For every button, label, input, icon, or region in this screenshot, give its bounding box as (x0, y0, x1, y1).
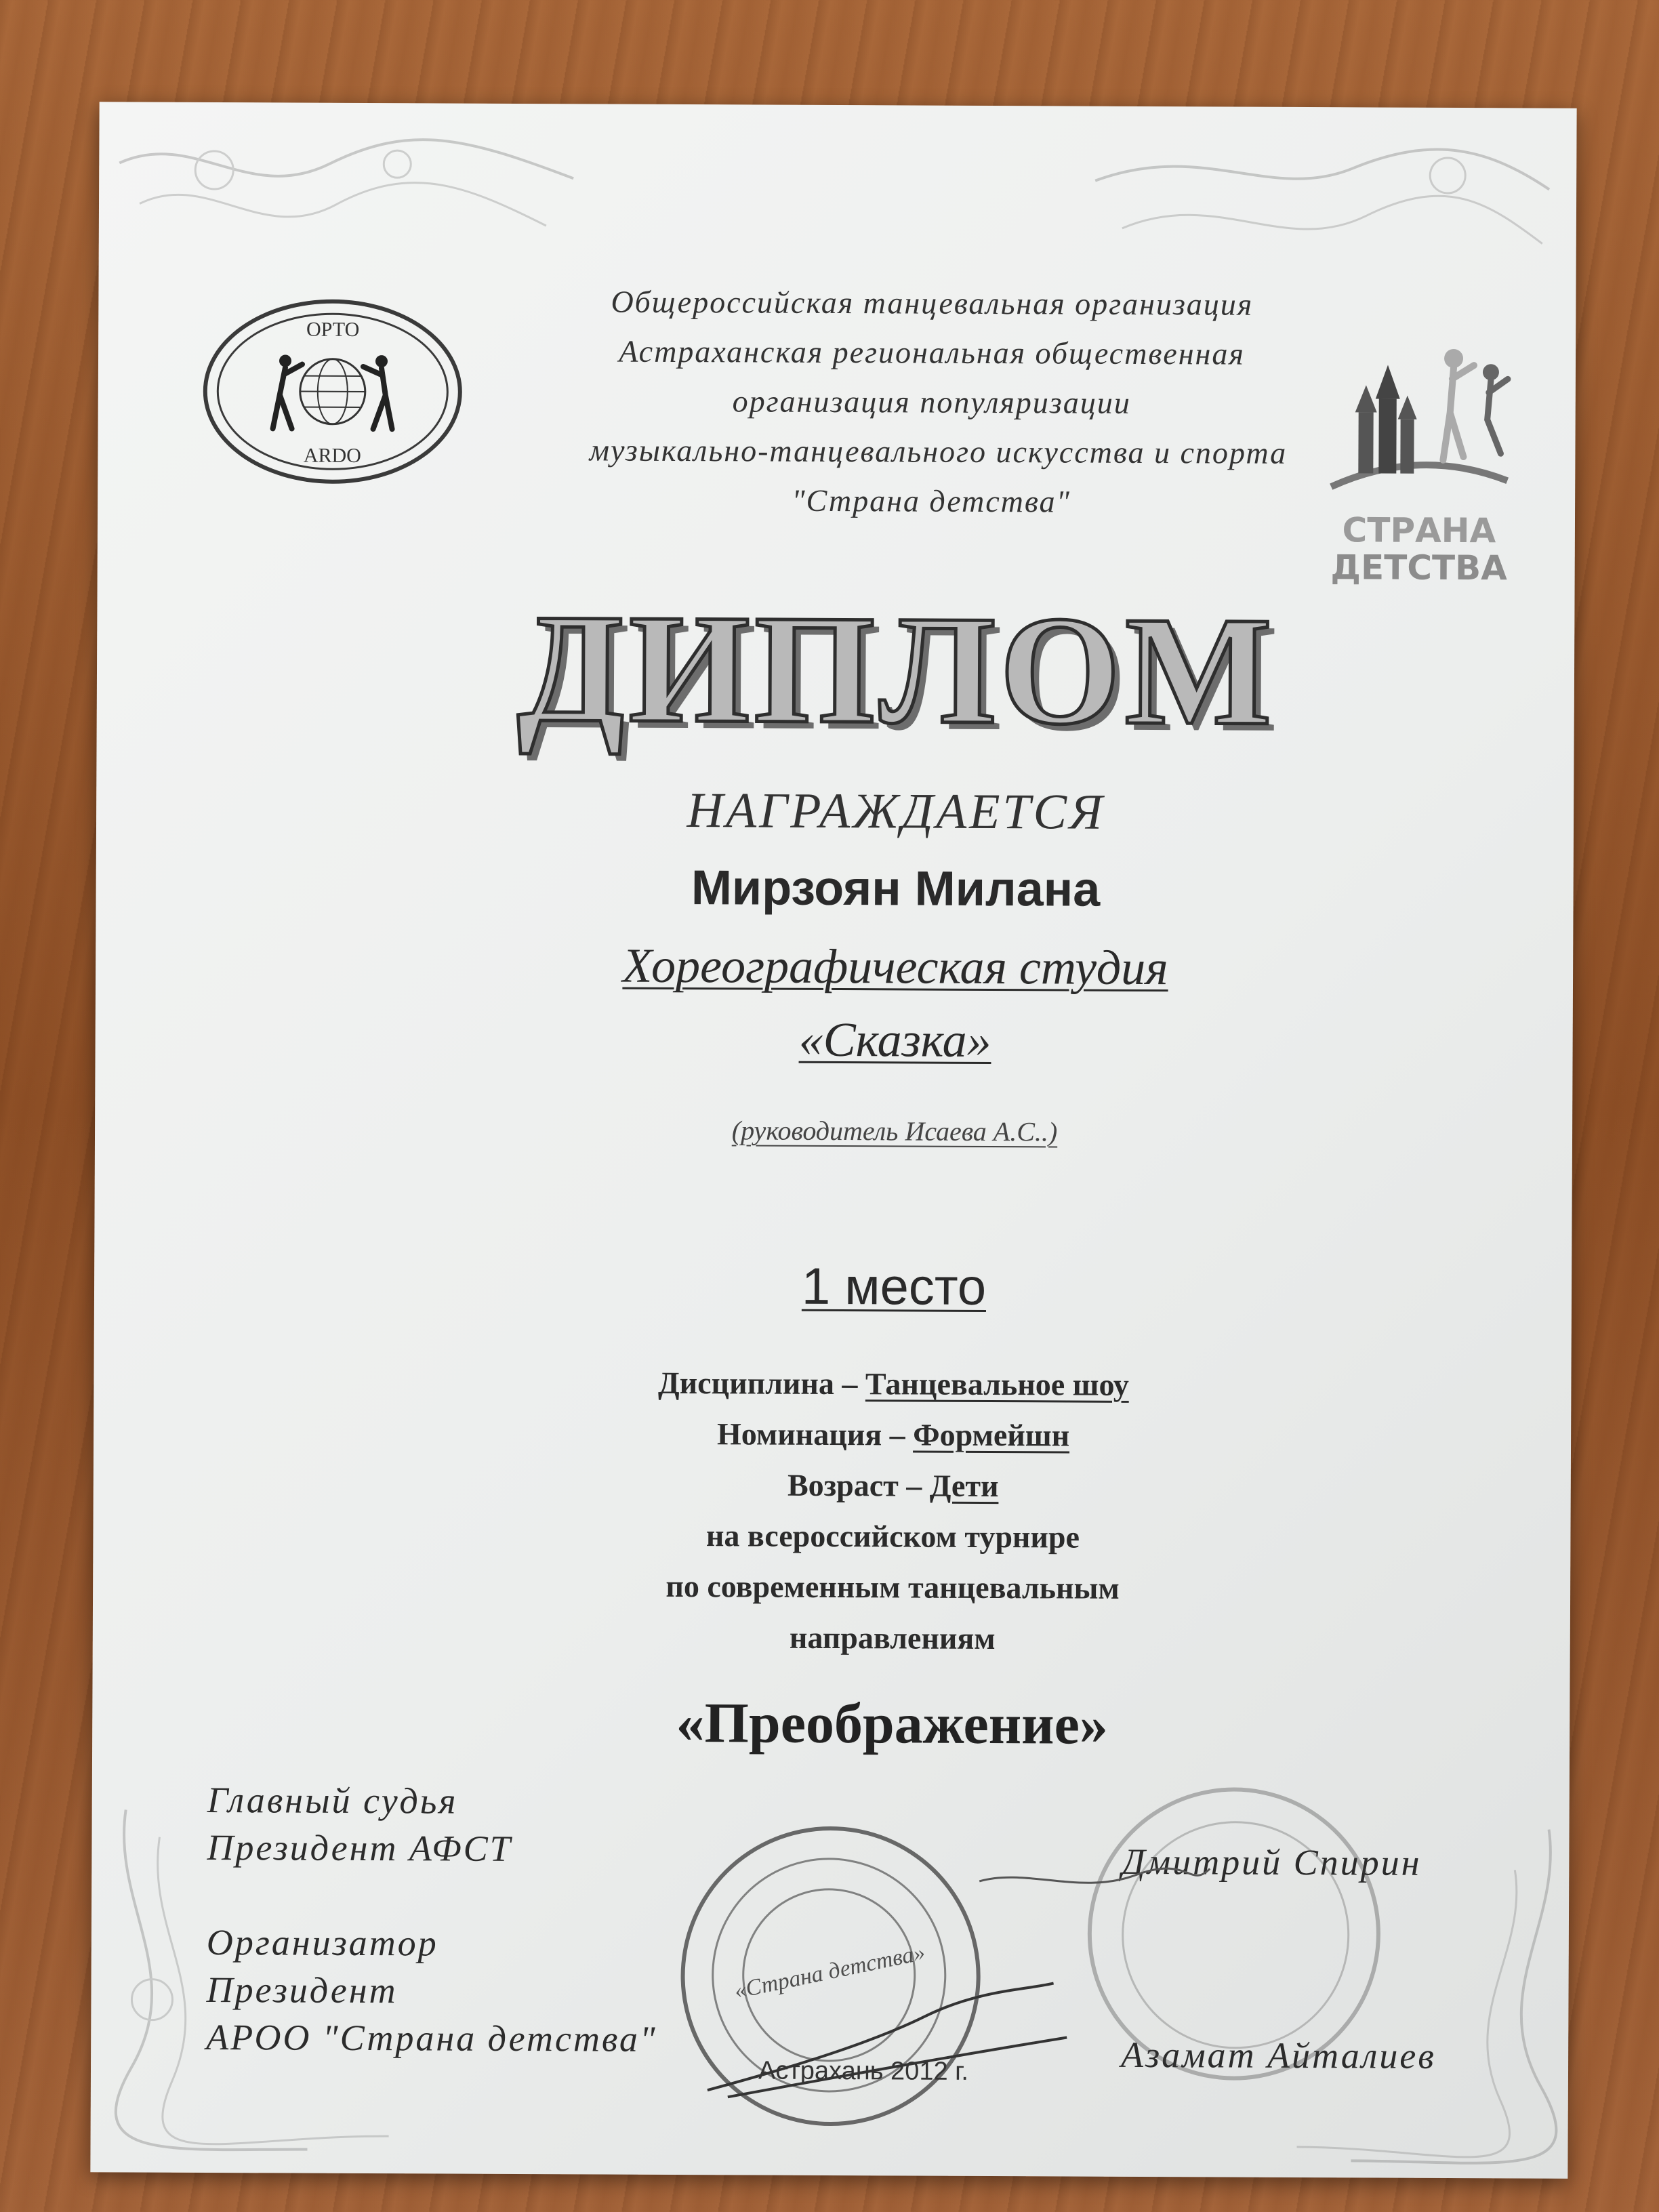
studio-line-2-text: «Сказка» (798, 1012, 991, 1068)
discipline-value: Танцевальное шоу (865, 1366, 1129, 1402)
logo-brand-line1: СТРАНА (1342, 510, 1496, 551)
nomination-line (155, 1414, 1632, 1456)
studio-line-1 (157, 936, 1634, 999)
age-value: Дети (929, 1468, 999, 1504)
logo-top-text: ОРТО (306, 318, 360, 341)
place-award (155, 1254, 1633, 1320)
studio-leader (156, 1112, 1633, 1151)
event-name: «Преображение» (676, 1691, 1109, 1757)
discipline-line (155, 1363, 1632, 1406)
logo-brand-line2: ДЕТСТВА (1330, 548, 1508, 588)
nomination-value: Формейшн (913, 1417, 1070, 1453)
org-title-1: Организатор (206, 1921, 438, 1964)
org-line-2: Астраханская региональная общественная (619, 333, 1245, 371)
org-name: Азамат Айталиев (1120, 2034, 1436, 2076)
discipline-label: Дисциплина – (657, 1365, 866, 1401)
studio-line-1-text: Хореографическая студия (622, 938, 1168, 996)
logo-bottom-text: ARDO (303, 444, 361, 467)
studio-line-2 (156, 1009, 1633, 1072)
place-award-text: 1 место (801, 1257, 987, 1316)
age-label: Возраст – (787, 1467, 930, 1503)
stamp-center-text: «Страна детства» (732, 1940, 928, 2004)
judge-title-2: Президент АФСТ (207, 1826, 512, 1869)
org-title-2: Президент (206, 1969, 398, 2011)
org-line-3: организация популяризации (732, 384, 1131, 420)
age-line (155, 1465, 1632, 1507)
org-title-3: АРОО "Страна детства" (206, 2016, 657, 2060)
diploma-title: ДИПЛОМ (516, 581, 1277, 758)
event-line-2: по современным танцевальным (665, 1568, 1120, 1605)
diploma-sheet (90, 102, 1576, 2178)
judge-title-1: Главный судья (207, 1779, 458, 1822)
org-line-1: Общероссийская танцевальная организация (611, 284, 1254, 322)
judge-name: Дмитрий Спирин (1122, 1841, 1422, 1883)
org-line-4: музыкально-танцевального искусства и спорта (589, 432, 1288, 470)
organizer-signature (701, 1975, 1081, 2112)
judge-signature (972, 1841, 1217, 1923)
nomination-label: Номинация – (716, 1416, 914, 1452)
event-line-1: на всероссийском турнире (705, 1518, 1080, 1555)
event-line-3: направлениям (789, 1620, 996, 1656)
recipient-name: Мирзоян Милана (691, 861, 1101, 917)
awarded-label: НАГРАЖДАЕТСЯ (687, 783, 1105, 840)
place-and-date: Астрахань 2012 г. (758, 2056, 969, 2086)
studio-leader-text: (руководитель Исаева А.С..) (731, 1115, 1058, 1147)
org-line-5: "Страна детства" (792, 483, 1071, 519)
